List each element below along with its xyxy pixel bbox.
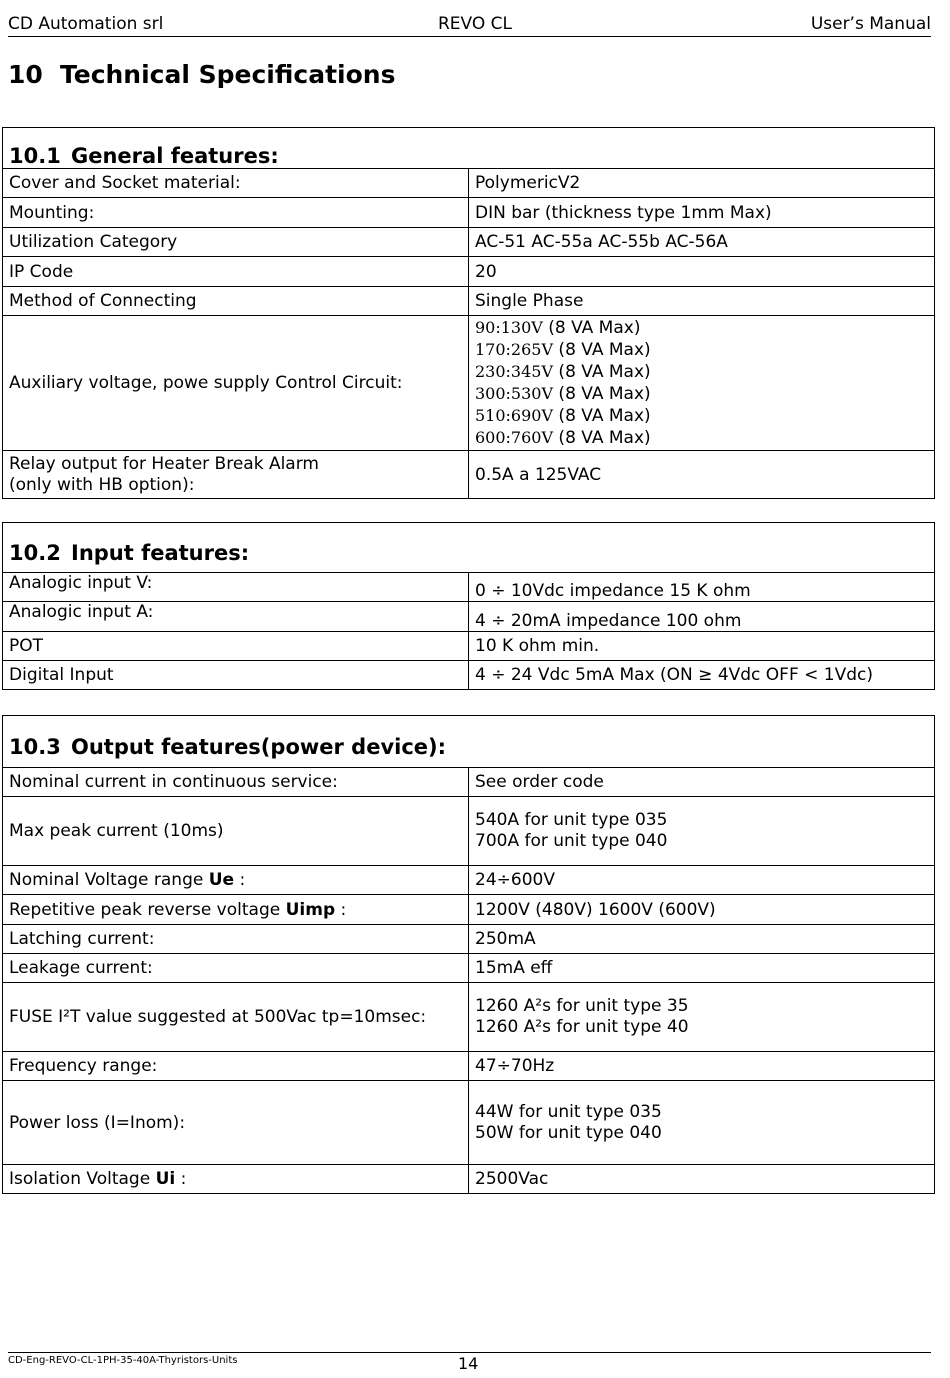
table-row: Isolation Voltage Ui : 2500Vac [3, 1165, 935, 1194]
table-row: Leakage current: 15mA eff [3, 954, 935, 983]
page-number: 14 [458, 1354, 479, 1373]
page-footer [8, 1352, 931, 1373]
section-number: 10 [8, 60, 43, 89]
list-item: 90:130V (8 VA Max) [475, 318, 641, 338]
table-row: Relay output for Heater Break Alarm (only with HB option): 0.5A a 125VAC [3, 451, 935, 499]
list-item: 600:760V (8 VA Max) [475, 428, 651, 448]
list-item: 510:690V (8 VA Max) [475, 406, 651, 426]
table-row: FUSE I²T value suggested at 500Vac tp=10msec: 1260 A²s for unit type 35 1260 A²s for unit type 40 [3, 983, 935, 1052]
table-row: Frequency range: 47÷70Hz [3, 1052, 935, 1081]
table-row: Repetitive peak reverse voltage Uimp : 1200V (480V) 1600V (600V) [3, 895, 935, 925]
table-row: IP Code 20 [3, 257, 935, 287]
header-doc-type: User’s Manual [810, 14, 931, 34]
table-row: Utilization Category AC-51 AC-55a AC-55b AC-56A [3, 228, 935, 257]
footer-doc-code: CD-Eng-REVO-CL-1PH-35-40A-Thyristors-Units [8, 1355, 238, 1366]
table-row: POT 10 K ohm min. [3, 632, 935, 661]
general-features-table [2, 127, 935, 499]
table-row: Analogic input A: 4 ÷ 20mA impedance 100 ohm [3, 602, 935, 632]
table-row: Mounting: DIN bar (thickness type 1mm Max) [3, 198, 935, 228]
section-title: Technical Specifications [60, 60, 396, 89]
list-item: 170:265V (8 VA Max) [475, 340, 651, 360]
list-item: 300:530V (8 VA Max) [475, 384, 651, 404]
header-product: REVO CL [438, 14, 513, 34]
table-row: Method of Connecting Single Phase [3, 287, 935, 316]
list-item: 230:345V (8 VA Max) [475, 362, 651, 382]
general-features-heading: 10.1 General features: [3, 128, 935, 169]
table-row: Nominal current in continuous service: See order code [3, 768, 935, 797]
input-features-heading: 10.2 Input features: [3, 523, 935, 573]
table-row: Power loss (I=Inom): 44W for unit type 035 50W for unit type 040 [3, 1081, 935, 1165]
page-header [8, 12, 931, 37]
table-row: Cover and Socket material: PolymericV2 [3, 169, 935, 198]
aux-voltage-list [469, 316, 935, 451]
table-row: Analogic input V: 0 ÷ 10Vdc impedance 15 K ohm [3, 573, 935, 602]
header-company: CD Automation srl [8, 14, 164, 34]
table-row: Nominal Voltage range Ue : 24÷600V [3, 866, 935, 895]
input-features-table [2, 522, 935, 690]
table-row: Latching current: 250mA [3, 925, 935, 954]
table-row: Max peak current (10ms) 540A for unit type 035 700A for unit type 040 [3, 797, 935, 866]
table-row: Auxiliary voltage, powe supply Control Circuit: 90:130V (8 VA Max) 170:265V (8 VA Max) 230:345V (8 VA Max) 300:530V (8 VA Max) 510:690V (8 VA Max) 600:760V (8 VA Max) [3, 316, 935, 451]
output-features-table [2, 715, 935, 1194]
page-title [8, 60, 395, 89]
table-row: Digital Input 4 ÷ 24 Vdc 5mA Max (ON ≥ 4Vdc OFF < 1Vdc) [3, 661, 935, 690]
output-features-heading: 10.3 Output features(power device): [3, 716, 935, 768]
